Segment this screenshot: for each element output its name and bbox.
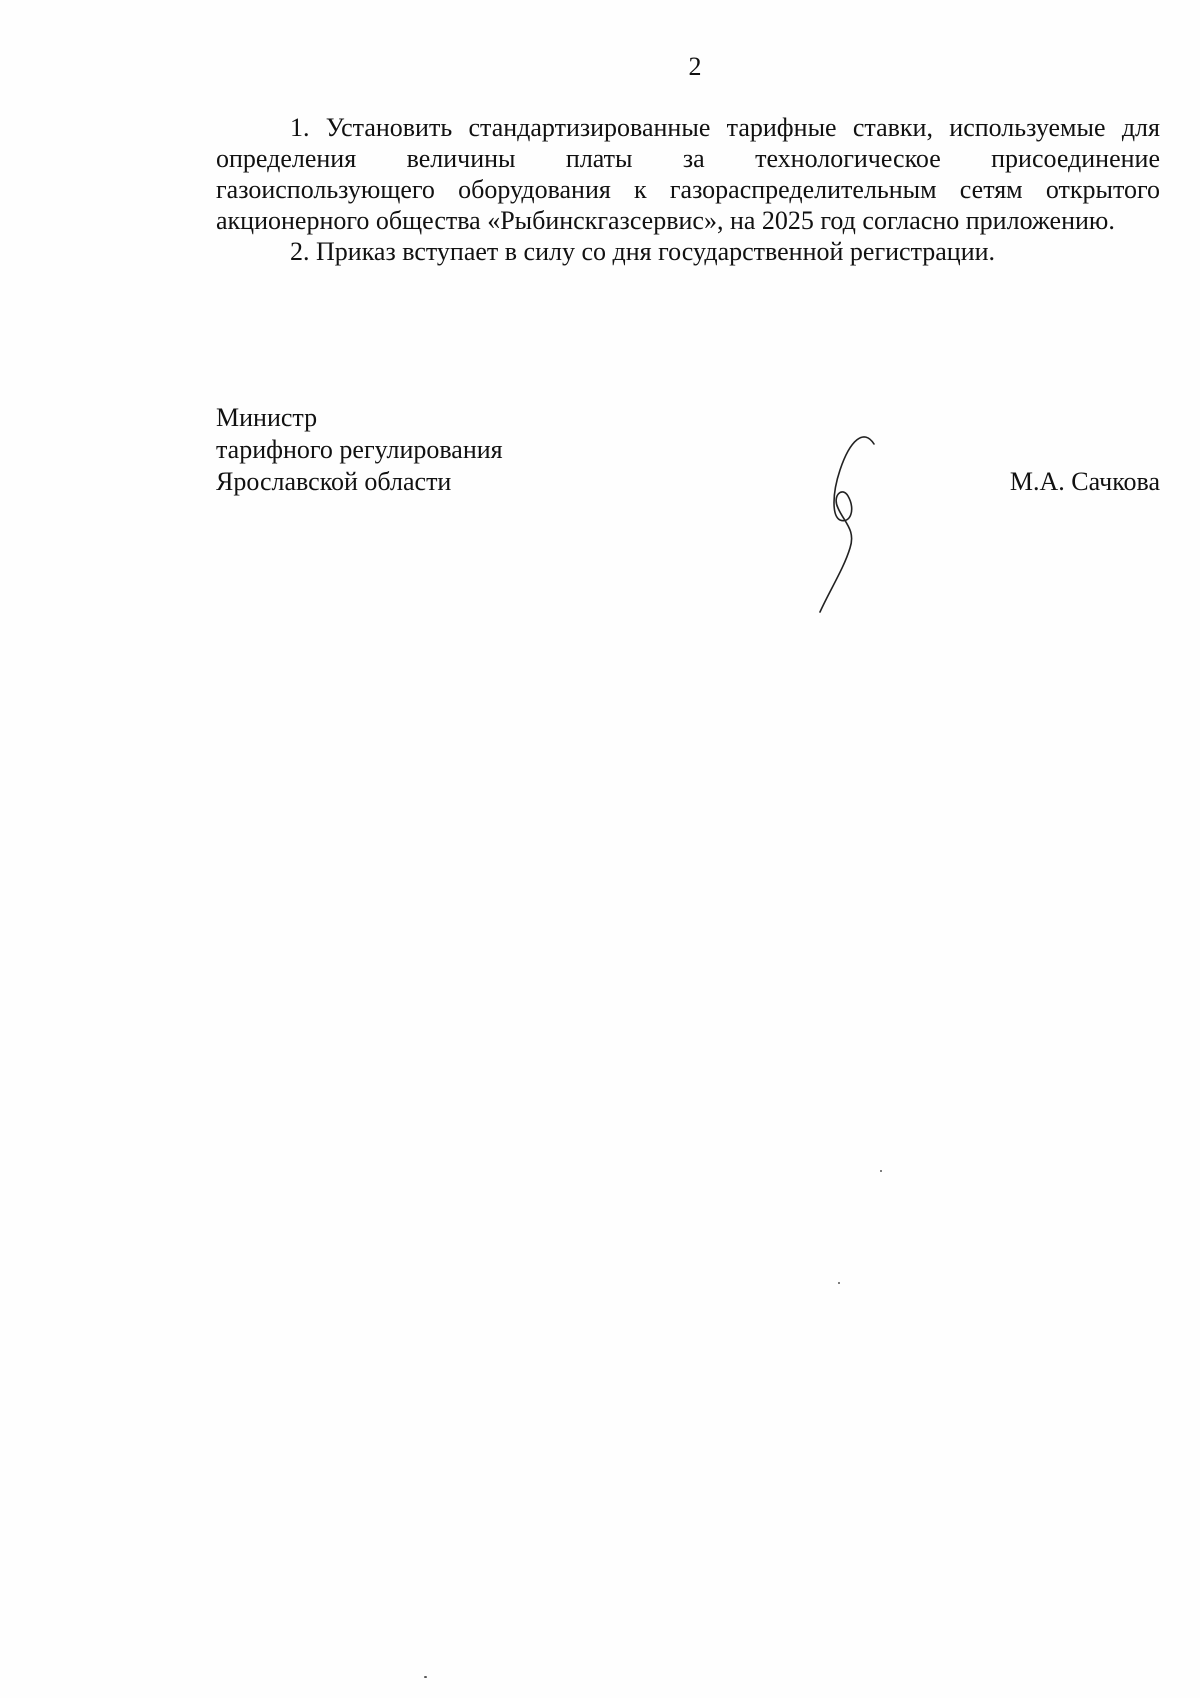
- signatory-name: М.А. Сачкова: [1009, 467, 1160, 496]
- signatory-title-line-1: Министр: [216, 403, 318, 432]
- scan-speck: [880, 1170, 882, 1172]
- signatory-title-line-3: Ярославской области: [216, 467, 452, 496]
- signatory-title: [216, 402, 503, 498]
- paragraph-2: 2. Приказ вступает в силу со дня государственной регистрации.: [290, 237, 996, 266]
- document-body: [216, 112, 1160, 267]
- signature-block: [216, 402, 1160, 622]
- scan-speck: [838, 1282, 840, 1284]
- paragraph-1: 1. Установить стандартизированные тарифные ставки, используемые для определения величины платы за технологическое присоединение газоиспользующего оборудования к газораспределительным сетям открытого акционерного общества «Рыбинскгазсервис», на 2025 год согласно приложению.: [216, 113, 1160, 235]
- handwritten-signature: [806, 430, 896, 620]
- page-number: 2: [688, 52, 702, 81]
- signatory-title-line-2: тарифного регулирования: [216, 435, 503, 464]
- scan-speck: [424, 1676, 427, 1678]
